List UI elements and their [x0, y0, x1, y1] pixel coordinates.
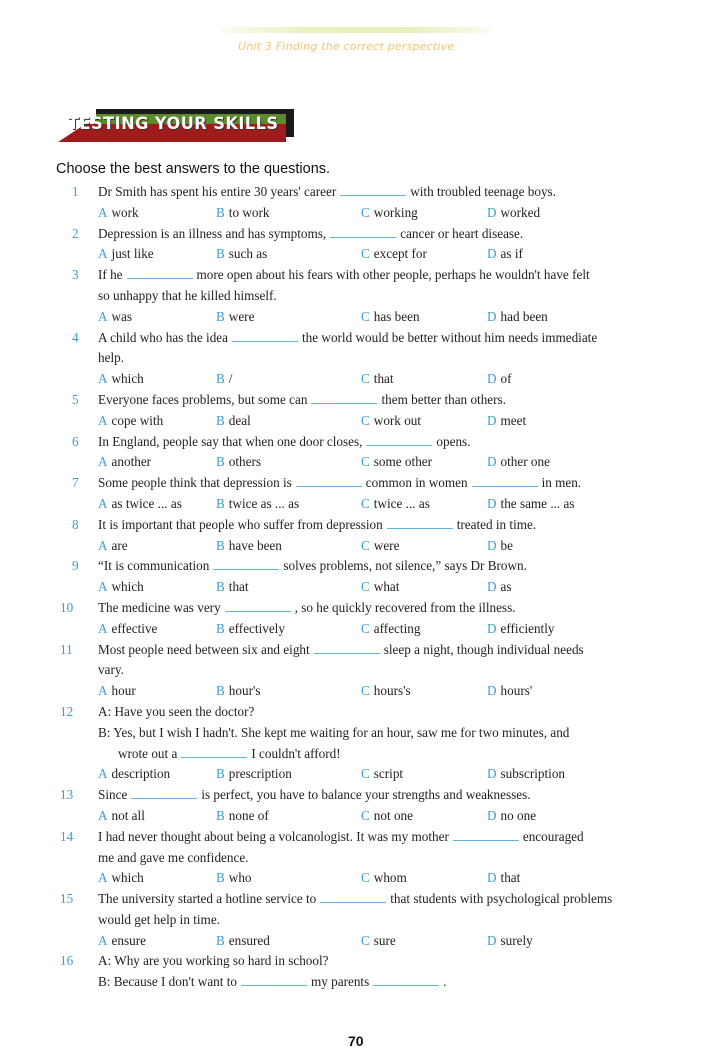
section-banner [56, 106, 296, 146]
question-line [60, 224, 670, 245]
option-a[interactable] [98, 307, 216, 328]
answer-blank[interactable] [131, 788, 197, 799]
option-letter: B [216, 766, 225, 782]
option-text: to work [228, 204, 270, 220]
option-a[interactable] [98, 536, 216, 557]
option-text: of [500, 371, 512, 387]
option-a[interactable] [98, 764, 216, 785]
option-text: other one [500, 454, 550, 470]
answer-options [60, 244, 670, 265]
option-text: affecting [373, 620, 421, 636]
option-letter: D [487, 371, 497, 387]
question-continuation: help. [98, 350, 125, 366]
option-text: prescription [228, 766, 292, 782]
option-letter: A [98, 246, 108, 262]
dialog-line-b-continued: wrote out a I couldn't afford! [118, 745, 341, 761]
answer-blank[interactable] [181, 747, 247, 758]
answer-options [60, 203, 670, 224]
question-number: 10 [60, 599, 74, 615]
option-c[interactable] [361, 868, 487, 889]
option-letter: C [361, 204, 370, 220]
option-letter: A [98, 766, 108, 782]
question-text: A: Have you seen the doctor? [98, 703, 255, 719]
question-line [60, 390, 670, 411]
question-item [60, 702, 670, 785]
option-letter: D [487, 620, 497, 636]
option-letter: C [361, 454, 370, 470]
question-item [60, 598, 670, 640]
option-letter: A [98, 495, 108, 511]
question-number: 15 [60, 891, 74, 907]
option-a[interactable] [98, 244, 216, 265]
answer-blank[interactable] [232, 331, 298, 342]
question-number: 1 [72, 184, 79, 199]
option-d[interactable] [487, 307, 548, 328]
option-text: such as [228, 246, 268, 262]
question-continuation: me and gave me confidence. [98, 849, 249, 865]
question-line [60, 951, 670, 972]
option-text: has been [373, 308, 420, 324]
answer-blank[interactable] [314, 643, 380, 654]
question-list [60, 182, 670, 993]
answer-blank[interactable] [296, 476, 362, 487]
header-decoration [222, 27, 492, 33]
option-d[interactable] [487, 931, 533, 952]
option-c[interactable] [361, 577, 487, 598]
option-text: not all [111, 807, 145, 823]
option-letter: A [98, 620, 108, 636]
option-letter: B [216, 620, 225, 636]
question-number: 2 [72, 225, 79, 241]
answer-options [60, 369, 670, 390]
question-line [60, 328, 670, 349]
answer-blank[interactable] [311, 393, 377, 404]
option-d[interactable] [487, 494, 575, 515]
option-text: as if [500, 246, 523, 262]
option-text: surely [500, 932, 533, 948]
question-number: 4 [72, 329, 79, 345]
option-d[interactable] [487, 619, 554, 640]
question-item [60, 556, 670, 598]
option-text: meet [500, 412, 527, 428]
option-letter: B [216, 246, 225, 262]
question-continuation: would get help in time. [98, 911, 220, 927]
option-d[interactable] [487, 203, 540, 224]
question-item [60, 785, 670, 827]
option-b[interactable] [216, 369, 361, 390]
option-text: worked [500, 204, 541, 220]
option-text: hour's [228, 683, 261, 699]
unit-title: Unit 3 Finding the correct perspective [238, 40, 455, 53]
option-d[interactable] [487, 868, 520, 889]
question-line [60, 640, 670, 661]
option-letter: A [98, 807, 108, 823]
option-c[interactable] [361, 931, 487, 952]
answer-blank[interactable] [127, 268, 193, 279]
option-c[interactable] [361, 764, 487, 785]
option-text: others [228, 454, 262, 470]
question-number: 11 [60, 641, 73, 657]
option-c[interactable] [361, 452, 487, 473]
option-text: effective [111, 620, 158, 636]
option-text: / [228, 371, 233, 387]
question-text: A: Why are you working so hard in school? [98, 953, 329, 969]
option-d[interactable] [487, 411, 526, 432]
option-text: had been [500, 308, 548, 324]
option-text: have been [228, 537, 282, 553]
option-c[interactable] [361, 411, 487, 432]
option-text: deal [228, 412, 251, 428]
option-text: script [373, 766, 404, 782]
question-text: The university started a hotline service to that students with psychological problems [98, 891, 613, 907]
option-c[interactable] [361, 307, 487, 328]
answer-blank[interactable] [340, 185, 406, 196]
option-text: which [111, 870, 144, 886]
option-letter: A [98, 454, 108, 470]
option-letter: B [216, 495, 225, 511]
question-number: 5 [72, 391, 79, 407]
option-letter: B [216, 454, 225, 470]
question-text: “It is communication solves problems, not silence,” says Dr Brown. [98, 558, 527, 574]
question-text: A child who has the idea the world would be better without him needs immediate [98, 329, 598, 345]
option-text: that [373, 371, 394, 387]
option-letter: D [487, 495, 497, 511]
option-letter: C [361, 932, 370, 948]
option-text: effectively [228, 620, 285, 636]
dialog-line-b: B: Because I don't want to my parents . [98, 974, 447, 990]
option-c[interactable] [361, 494, 487, 515]
option-letter: C [361, 495, 370, 511]
option-b[interactable] [216, 806, 361, 827]
option-letter: C [361, 683, 370, 699]
option-text: ensure [111, 932, 146, 948]
option-text: work out [373, 412, 422, 428]
question-text: Dr Smith has spent his entire 30 years' career with troubled teenage boys. [98, 184, 556, 199]
option-a[interactable] [98, 494, 216, 515]
option-text: hour [111, 683, 136, 699]
question-item [60, 515, 670, 557]
option-d[interactable] [487, 536, 513, 557]
option-letter: B [216, 537, 225, 553]
option-letter: C [361, 412, 370, 428]
option-text: except for [373, 246, 427, 262]
answer-options [60, 452, 670, 473]
option-c[interactable] [361, 806, 487, 827]
option-a[interactable] [98, 619, 216, 640]
option-b[interactable] [216, 452, 361, 473]
option-letter: B [216, 371, 225, 387]
question-item [60, 889, 670, 951]
question-number: 9 [72, 558, 79, 574]
option-letter: A [98, 579, 108, 595]
answer-options [60, 577, 670, 598]
option-text: none of [228, 807, 269, 823]
option-text: who [228, 870, 252, 886]
question-text: Depression is an illness and has symptoms, cancer or heart disease. [98, 225, 524, 241]
option-letter: D [487, 412, 497, 428]
option-letter: C [361, 870, 370, 886]
option-letter: B [216, 807, 225, 823]
option-a[interactable] [98, 411, 216, 432]
option-b[interactable] [216, 931, 361, 952]
question-number: 16 [60, 953, 74, 969]
option-a[interactable] [98, 681, 216, 702]
dialog-line-b: B: Yes, but I wish I hadn't. She kept me waiting for an hour, saw me for two minutes, and [98, 724, 570, 740]
question-number: 14 [60, 828, 74, 844]
question-number: 8 [72, 516, 79, 532]
option-b[interactable] [216, 868, 361, 889]
question-item [60, 951, 670, 993]
option-b[interactable] [216, 577, 361, 598]
question-item [60, 473, 670, 515]
answer-options [60, 494, 670, 515]
answer-options [60, 868, 670, 889]
option-text: were [228, 308, 255, 324]
option-text: which [111, 371, 144, 387]
answer-blank[interactable] [241, 975, 307, 986]
option-letter: C [361, 308, 370, 324]
question-item [60, 224, 670, 266]
question-line [60, 556, 670, 577]
option-letter: A [98, 371, 108, 387]
option-text: was [111, 308, 133, 324]
option-c[interactable] [361, 681, 487, 702]
answer-blank[interactable] [472, 476, 538, 487]
question-line [60, 702, 670, 723]
option-d[interactable] [487, 452, 550, 473]
question-text: In England, people say that when one door closes, opens. [98, 433, 471, 449]
option-text: are [111, 537, 128, 553]
option-letter: A [98, 683, 108, 699]
option-letter: B [216, 870, 225, 886]
page-number: 70 [348, 1033, 364, 1049]
option-letter: D [487, 537, 497, 553]
question-line [60, 182, 670, 203]
option-letter: A [98, 412, 108, 428]
option-text: work [111, 204, 139, 220]
option-a[interactable] [98, 369, 216, 390]
answer-blank[interactable] [366, 435, 432, 446]
option-b[interactable] [216, 307, 361, 328]
option-d[interactable] [487, 244, 523, 265]
option-b[interactable] [216, 764, 361, 785]
option-c[interactable] [361, 619, 487, 640]
question-line [60, 265, 670, 286]
option-text: which [111, 579, 144, 595]
option-text: not one [373, 807, 413, 823]
option-letter: A [98, 204, 108, 220]
option-letter: D [487, 932, 497, 948]
question-line [60, 473, 670, 494]
question-text: Most people need between six and eight sleep a night, though individual needs [98, 641, 584, 657]
answer-blank[interactable] [373, 975, 439, 986]
answer-blank[interactable] [320, 892, 386, 903]
question-number: 3 [72, 267, 79, 283]
question-item [60, 390, 670, 432]
option-d[interactable] [487, 369, 512, 390]
question-text: I had never thought about being a volcanologist. It was my mother encouraged [98, 828, 584, 844]
question-line [60, 598, 670, 619]
question-number: 12 [60, 703, 74, 719]
option-text: hours' [500, 683, 533, 699]
option-letter: B [216, 932, 225, 948]
option-text: as [500, 579, 512, 595]
option-a[interactable] [98, 203, 216, 224]
answer-blank[interactable] [225, 601, 291, 612]
option-b[interactable] [216, 411, 361, 432]
option-letter: D [487, 766, 497, 782]
option-text: that [228, 579, 249, 595]
answer-options [60, 411, 670, 432]
option-b[interactable] [216, 494, 361, 515]
question-item [60, 182, 670, 224]
option-b[interactable] [216, 536, 361, 557]
option-text: working [373, 204, 418, 220]
option-text: cope with [111, 412, 164, 428]
option-text: no one [500, 807, 537, 823]
option-a[interactable] [98, 868, 216, 889]
option-letter: D [487, 204, 497, 220]
question-text: The medicine was very , so he quickly recovered from the illness. [98, 599, 516, 615]
option-letter: B [216, 579, 225, 595]
option-b[interactable] [216, 619, 361, 640]
option-letter: A [98, 537, 108, 553]
option-text: just like [111, 246, 154, 262]
question-line [60, 889, 670, 910]
answer-options [60, 619, 670, 640]
option-text: hours's [373, 683, 411, 699]
option-letter: C [361, 579, 370, 595]
option-text: twice as ... as [228, 495, 300, 511]
option-d[interactable] [487, 806, 536, 827]
option-letter: C [361, 620, 370, 636]
option-text: efficiently [500, 620, 555, 636]
option-d[interactable] [487, 764, 565, 785]
question-number: 7 [72, 475, 79, 491]
question-item [60, 432, 670, 474]
option-text: some other [373, 454, 433, 470]
option-letter: C [361, 537, 370, 553]
option-b[interactable] [216, 244, 361, 265]
option-a[interactable] [98, 931, 216, 952]
option-b[interactable] [216, 681, 361, 702]
option-letter: A [98, 932, 108, 948]
question-number: 13 [60, 787, 74, 803]
option-letter: D [487, 308, 497, 324]
answer-blank[interactable] [387, 518, 453, 529]
question-number: 6 [72, 433, 79, 449]
option-text: subscription [500, 766, 566, 782]
question-text: It is important that people who suffer from depression treated in time. [98, 516, 537, 532]
question-item [60, 265, 670, 327]
answer-blank[interactable] [213, 559, 279, 570]
option-text: whom [373, 870, 407, 886]
question-line [60, 515, 670, 536]
question-line [60, 785, 670, 806]
option-text: ensured [228, 932, 270, 948]
answer-options [60, 681, 670, 702]
option-c[interactable] [361, 244, 487, 265]
option-letter: C [361, 246, 370, 262]
answer-options [60, 764, 670, 785]
option-c[interactable] [361, 369, 487, 390]
option-text: the same ... as [500, 495, 575, 511]
question-text: Some people think that depression is common in women in men. [98, 475, 582, 491]
option-letter: D [487, 683, 497, 699]
option-text: what [373, 579, 400, 595]
option-text: sure [373, 932, 396, 948]
option-a[interactable] [98, 452, 216, 473]
question-text: If he more open about his fears with other people, perhaps he wouldn't have felt [98, 267, 590, 283]
option-text: twice ... as [373, 495, 430, 511]
option-text: be [500, 537, 513, 553]
option-letter: D [487, 579, 497, 595]
option-a[interactable] [98, 577, 216, 598]
option-text: description [111, 766, 171, 782]
option-b[interactable] [216, 203, 361, 224]
option-letter: C [361, 807, 370, 823]
instruction-text: Choose the best answers to the questions. [56, 161, 331, 177]
option-text: as twice ... as [111, 495, 182, 511]
question-item [60, 640, 670, 702]
option-d[interactable] [487, 577, 512, 598]
question-item [60, 328, 670, 390]
answer-options [60, 806, 670, 827]
question-continuation: vary. [98, 662, 124, 678]
option-text: that [500, 870, 521, 886]
option-text: were [373, 537, 400, 553]
question-line [60, 432, 670, 453]
option-letter: D [487, 870, 497, 886]
answer-options [60, 536, 670, 557]
option-letter: D [487, 454, 497, 470]
option-letter: B [216, 683, 225, 699]
section-title: TESTING YOUR SKILLS [68, 114, 279, 134]
option-letter: D [487, 807, 497, 823]
question-line [60, 827, 670, 848]
option-c[interactable] [361, 536, 487, 557]
option-letter: C [361, 371, 370, 387]
option-letter: A [98, 308, 108, 324]
option-letter: D [487, 246, 497, 262]
option-letter: C [361, 766, 370, 782]
option-text: another [111, 454, 152, 470]
option-d[interactable] [487, 681, 532, 702]
answer-blank[interactable] [453, 830, 519, 841]
option-letter: B [216, 412, 225, 428]
answer-options [60, 307, 670, 328]
option-c[interactable] [361, 203, 487, 224]
answer-options [60, 931, 670, 952]
answer-blank[interactable] [330, 227, 396, 238]
question-continuation: so unhappy that he killed himself. [98, 287, 277, 303]
question-text: Since is perfect, you have to balance your strengths and weaknesses. [98, 787, 531, 803]
option-letter: B [216, 204, 225, 220]
option-a[interactable] [98, 806, 216, 827]
question-text: Everyone faces problems, but some can them better than others. [98, 391, 506, 407]
option-letter: B [216, 308, 225, 324]
option-letter: A [98, 870, 108, 886]
question-item [60, 827, 670, 889]
